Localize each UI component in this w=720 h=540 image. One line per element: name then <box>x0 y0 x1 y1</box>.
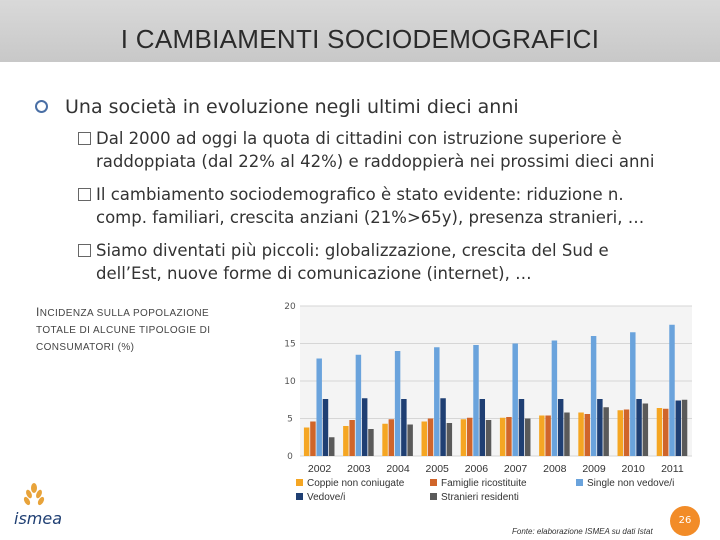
bar-famiglie-ricostituite-2007 <box>506 417 511 456</box>
bar-single-non-vedove-i-2004 <box>395 351 400 456</box>
bar-famiglie-ricostituite-2005 <box>428 419 433 457</box>
checkbox-bullet-icon <box>78 244 91 257</box>
y-tick-label: 0 <box>287 452 293 462</box>
bar-vedove-i-2006 <box>480 399 485 456</box>
legend-swatch <box>296 479 303 486</box>
sub-bullet-2-line1: Il cambiamento sociodemografico è stato evidente: riduzione n. <box>96 185 624 204</box>
y-tick-label: 15 <box>284 339 296 350</box>
bar-vedove-i-2003 <box>362 398 367 456</box>
logo-text: ismea <box>14 509 63 528</box>
bar-vedove-i-2008 <box>558 399 563 456</box>
x-tick-label: 2002 <box>307 463 332 475</box>
bar-coppie-non-coniugate-2008 <box>539 416 544 457</box>
source-note: Fonte: elaborazione ISMEA su dati Istat <box>512 527 653 536</box>
legend-entry: Single non vedove/i <box>587 478 675 489</box>
legend-entry: Vedove/i <box>307 492 346 503</box>
bar-vedove-i-2011 <box>676 401 681 457</box>
sub-bullet-2 <box>96 183 706 229</box>
sub-bullet-1-line2: raddoppiata (dal 22% al 42%) e raddoppierà nei prossimi dieci anni <box>96 152 655 171</box>
caption-line1: NCIDENZA SULLA POPOLAZIONE <box>39 308 210 319</box>
chart-caption <box>36 304 210 356</box>
x-tick-label: 2003 <box>347 463 371 475</box>
bar-vedove-i-2010 <box>636 399 641 456</box>
bar-single-non-vedove-i-2007 <box>512 344 517 457</box>
bar-vedove-i-2005 <box>440 398 445 456</box>
bar-stranieri-residenti-2009 <box>603 407 608 456</box>
page-number-badge: 26 <box>670 506 700 536</box>
bar-single-non-vedove-i-2011 <box>669 325 674 456</box>
bar-stranieri-residenti-2010 <box>643 404 648 457</box>
bar-stranieri-residenti-2006 <box>486 420 491 456</box>
bar-single-non-vedove-i-2006 <box>473 345 478 456</box>
bar-single-non-vedove-i-2009 <box>591 336 596 456</box>
bar-vedove-i-2002 <box>323 399 328 456</box>
bar-famiglie-ricostituite-2006 <box>467 418 472 456</box>
bar-coppie-non-coniugate-2004 <box>382 424 387 456</box>
ring-bullet-icon <box>35 100 48 113</box>
ismea-logo <box>12 480 82 534</box>
legend-entry: Famiglie ricostituite <box>441 478 527 489</box>
bar-stranieri-residenti-2004 <box>407 425 412 457</box>
x-tick-label: 2007 <box>503 463 528 475</box>
x-tick-label: 2010 <box>621 463 645 475</box>
bar-coppie-non-coniugate-2002 <box>304 428 309 457</box>
bar-coppie-non-coniugate-2005 <box>422 422 427 457</box>
caption-line2: TOTALE DI ALCUNE TIPOLOGIE DI <box>36 325 211 336</box>
bar-famiglie-ricostituite-2011 <box>663 409 668 456</box>
legend-swatch <box>296 493 303 500</box>
legend-entry: Stranieri residenti <box>441 492 519 503</box>
sub-bullet-3-line1: Siamo diventati più piccoli: globalizzazione, crescita del Sud e <box>96 241 609 260</box>
x-tick-label: 2011 <box>661 463 684 475</box>
bar-famiglie-ricostituite-2004 <box>389 419 394 456</box>
bar-stranieri-residenti-2005 <box>447 423 452 456</box>
sub-bullet-1 <box>96 127 706 173</box>
bar-stranieri-residenti-2002 <box>329 437 334 456</box>
main-bullet <box>43 96 519 118</box>
bar-stranieri-residenti-2011 <box>682 400 687 456</box>
legend-swatch <box>430 479 437 486</box>
checkbox-bullet-icon <box>78 132 91 145</box>
y-tick-label: 5 <box>287 414 293 425</box>
bar-famiglie-ricostituite-2002 <box>310 422 315 457</box>
bar-coppie-non-coniugate-2009 <box>578 413 583 457</box>
bar-single-non-vedove-i-2005 <box>434 347 439 456</box>
checkbox-bullet-icon <box>78 188 91 201</box>
sub-bullet-2-line2: comp. familiari, crescita anziani (21%>65y), presenza stranieri, … <box>96 208 645 227</box>
bar-single-non-vedove-i-2008 <box>552 341 557 457</box>
bar-single-non-vedove-i-2002 <box>316 359 321 457</box>
bar-stranieri-residenti-2008 <box>564 413 569 457</box>
bar-stranieri-residenti-2003 <box>368 429 373 456</box>
legend-swatch <box>576 479 583 486</box>
x-tick-label: 2005 <box>425 463 449 475</box>
bar-single-non-vedove-i-2010 <box>630 332 635 456</box>
bar-famiglie-ricostituite-2010 <box>624 410 629 457</box>
bar-famiglie-ricostituite-2003 <box>349 420 354 456</box>
y-tick-label: 10 <box>284 377 296 387</box>
bar-famiglie-ricostituite-2008 <box>545 416 550 457</box>
main-bullet-text: Una società in evoluzione negli ultimi dieci anni <box>65 96 519 118</box>
bar-chart <box>268 296 708 508</box>
bar-single-non-vedove-i-2003 <box>356 355 361 456</box>
bar-coppie-non-coniugate-2003 <box>343 426 348 456</box>
wheat-logo-icon <box>12 480 82 530</box>
bar-coppie-non-coniugate-2006 <box>461 419 466 456</box>
caption-initial: I <box>36 305 40 319</box>
y-tick-label: 20 <box>284 302 296 312</box>
x-tick-label: 2006 <box>464 463 489 475</box>
sub-bullet-1-line1: Dal 2000 ad oggi la quota di cittadini con istruzione superiore è <box>96 129 622 148</box>
slide-title: I CAMBIAMENTI SOCIODEMOGRAFICI <box>120 24 600 54</box>
x-tick-label: 2004 <box>386 463 410 475</box>
bar-famiglie-ricostituite-2009 <box>585 414 590 456</box>
sub-bullet-3 <box>96 239 706 285</box>
legend-entry: Coppie non coniugate <box>307 478 405 489</box>
sub-bullet-3-line2: dell’Est, nuove forme di comunicazione (internet), … <box>96 264 532 283</box>
legend-swatch <box>430 493 437 500</box>
bar-coppie-non-coniugate-2007 <box>500 418 505 456</box>
bar-coppie-non-coniugate-2010 <box>618 410 623 456</box>
bar-vedove-i-2007 <box>519 399 524 456</box>
x-tick-label: 2008 <box>543 463 567 475</box>
bar-vedove-i-2004 <box>401 399 406 456</box>
x-tick-label: 2009 <box>582 463 606 475</box>
bar-stranieri-residenti-2007 <box>525 419 530 457</box>
caption-line3: CONSUMATORI (%) <box>36 342 135 353</box>
bar-coppie-non-coniugate-2011 <box>657 408 662 456</box>
bar-vedove-i-2009 <box>597 399 602 456</box>
